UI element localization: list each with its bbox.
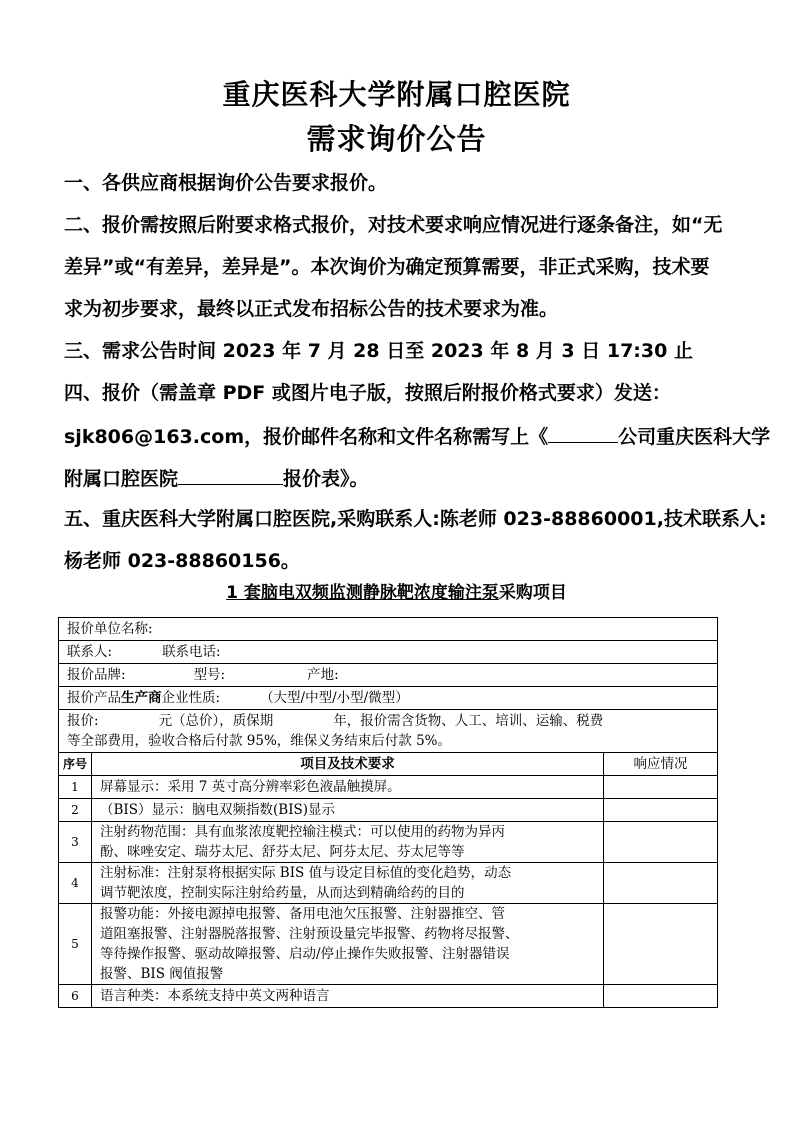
price-total-text: 元（总价），质保期 — [158, 713, 274, 729]
table-row — [59, 799, 718, 822]
payment-terms-text: 等全部费用，验收合格后付款 95%，维保义务结束后付款 5%。 — [67, 733, 452, 749]
row-requirement: 注射药物范围：具有血浆浓度靶控输注模式：可以使用的药物为异丙 酚、咪唑安定、瑞芬太尼、舒芬太尼、阿芬太尼、芬太尼等等 — [92, 822, 604, 863]
company-blank — [548, 422, 618, 443]
price-terms-text: 年，报价需含货物、人工、培训、运输、税费 — [333, 713, 604, 729]
row-response — [604, 863, 718, 904]
project-title-underlined: 1 套脑电双频监测静脉靶浓度输注泵 — [226, 583, 499, 603]
notice-item-1: 一、各供应商根据询价公告要求报价。 — [64, 172, 388, 194]
row-requirement: 屏幕显示：采用 7 英寸高分辨率彩色液晶触摸屏。 — [92, 776, 604, 799]
enterprise-size-options: （大型/中型/小型/微型） — [260, 690, 409, 706]
row-response — [604, 822, 718, 863]
phone-label: 联系电话: — [162, 644, 221, 660]
row-response — [604, 799, 718, 822]
notice-item-5-line-1: 五、重庆医科大学附属口腔医院,采购联系人:陈老师 023-88860001,技术联系人: — [64, 508, 767, 530]
row-number: 1 — [59, 776, 92, 799]
notice-item-4-line-2 — [64, 422, 771, 450]
price-cell — [59, 710, 718, 753]
notice-item-3: 三、需求公告时间 2023 年 7 月 28 日至 2023 年 8 月 3 日 17:30 止 — [64, 340, 693, 362]
quote-table-suffix: 报价表》。 — [283, 468, 369, 490]
row-number: 5 — [59, 904, 92, 985]
quote-form-table — [58, 617, 718, 1008]
col-header-response: 响应情况 — [604, 753, 718, 776]
notice-item-2-line-1: 二、报价需按照后附要求格式报价，对技术要求响应情况进行逐条备注，如“无 — [64, 214, 723, 236]
row-response — [604, 904, 718, 985]
email-text: sjk806@163.com，报价邮件名称和文件名称需写上《 — [64, 426, 549, 448]
row-requirement: 语言种类：本系统支持中英文两种语言 — [92, 985, 604, 1008]
project-title — [0, 581, 793, 605]
product-label: 报价产品 — [67, 690, 121, 706]
quote-unit-label: 报价单位名称: — [67, 621, 153, 637]
row-requirement: 注射标准：注射泵将根据实际 BIS 值与设定目标值的变化趋势，动态 调节靶浓度，控制实际注射给药量，从而达到精确给药的目的 — [92, 863, 604, 904]
origin-label: 产地: — [307, 667, 339, 683]
manufacturer-label: 生产商 — [121, 690, 162, 706]
col-header-no: 序号 — [59, 753, 92, 776]
row-response — [604, 985, 718, 1008]
contact-label: 联系人: — [67, 644, 113, 660]
brand-label: 报价品牌: — [67, 667, 126, 683]
row-number: 2 — [59, 799, 92, 822]
enterprise-type-label: 企业性质: — [161, 690, 221, 706]
notice-item-2-line-3: 求为初步要求，最终以正式发布招标公告的技术要求为准。 — [64, 298, 559, 320]
row-requirement: （BIS）显示：脑电双频指数(BIS)显示 — [92, 799, 604, 822]
model-label: 型号: — [193, 667, 226, 683]
row-number: 6 — [59, 985, 92, 1008]
table-row — [59, 863, 718, 904]
product-cell — [59, 687, 718, 710]
contact-cell — [59, 641, 718, 664]
row-number: 3 — [59, 822, 92, 863]
brand-cell — [59, 664, 718, 687]
company-suffix: 公司重庆医科大学 — [618, 426, 771, 448]
col-header-item: 项目及技术要求 — [92, 753, 604, 776]
notice-item-2-line-2: 差异”或“有差异，差异是”。本次询价为确定预算需要，非正式采购，技术要 — [64, 256, 710, 278]
table-row — [59, 904, 718, 985]
project-title-rest: 采购项目 — [498, 583, 567, 603]
quote-unit-cell — [59, 618, 718, 641]
row-response — [604, 776, 718, 799]
row-number: 4 — [59, 863, 92, 904]
document-title: 重庆医科大学附属口腔医院 — [222, 78, 571, 111]
table-row — [59, 985, 718, 1008]
table-row — [59, 776, 718, 799]
notice-item-4-line-1: 四、报价（需盖章 PDF 或图片电子版，按照后附报价格式要求）发送： — [64, 382, 671, 404]
document-subtitle: 需求询价公告 — [306, 122, 487, 156]
project-blank — [178, 464, 283, 485]
hospital-name: 附属口腔医院 — [64, 468, 179, 490]
row-requirement: 报警功能：外接电源掉电报警、备用电池欠压报警、注射器推空、管 道阻塞报警、注射器脱落报警、注射预设量完毕报警、药物将尽报警、 等待操作报警、驱动故障报警、启动/停止操作失败报警、注射器错误 报警、BIS 阀值报警 — [92, 904, 604, 985]
notice-item-5-line-2: 杨老师 023-88860156。 — [64, 550, 300, 572]
table-row — [59, 822, 718, 863]
notice-item-4-line-3 — [64, 464, 734, 492]
price-label: 报价: — [67, 713, 99, 729]
